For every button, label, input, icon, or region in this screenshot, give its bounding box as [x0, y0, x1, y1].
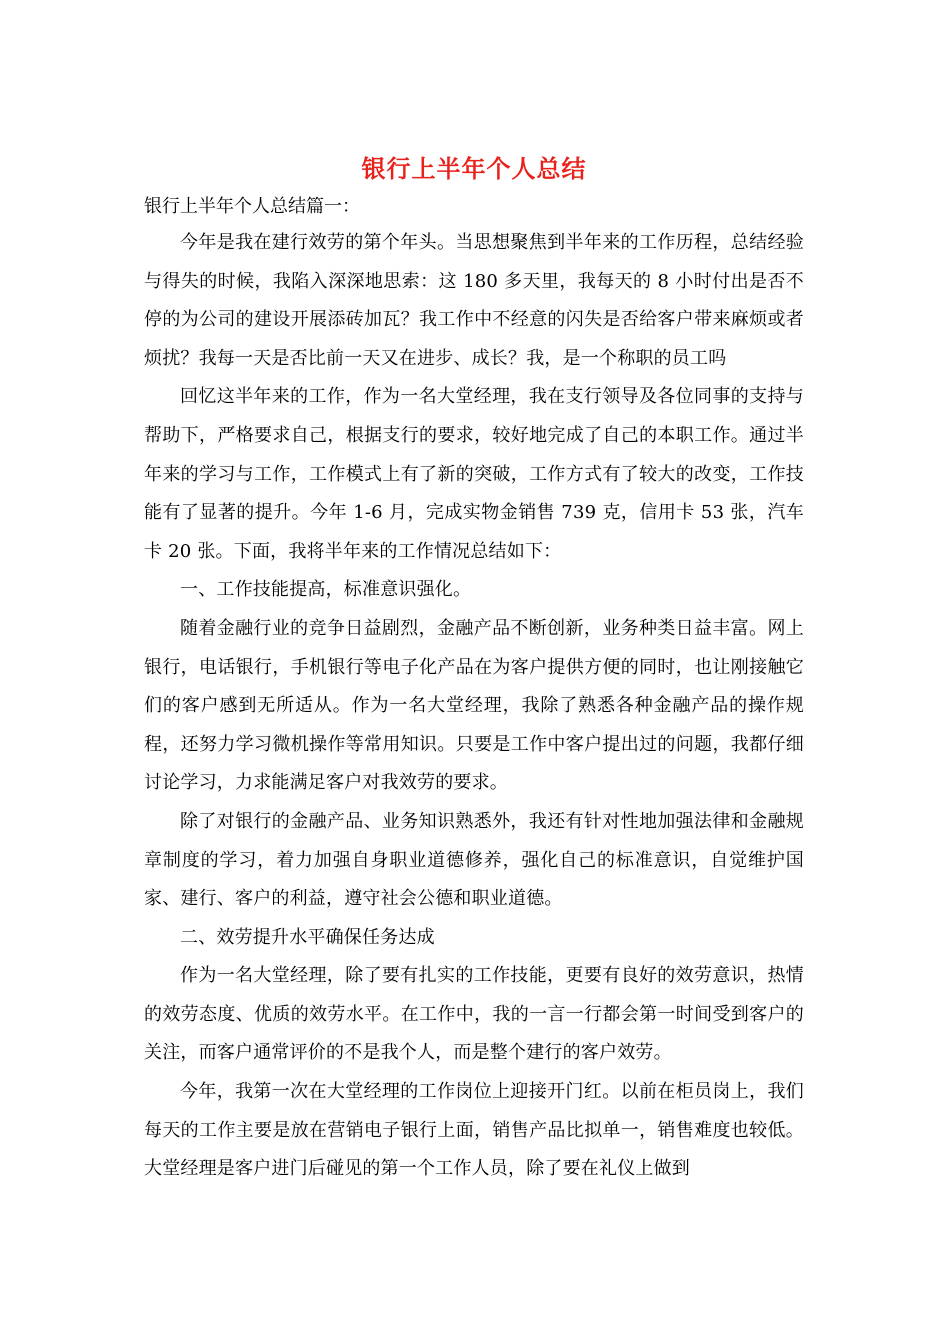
paragraph-regulations: 除了对银行的金融产品、业务知识熟悉外，我还有针对性地加强法律和金融规章制度的学习，着力加强自身职业道德修养，强化自己的标准意识，自觉维护国家、建行、客户的利益，遵守社会公德和职业道德。: [144, 810, 804, 910]
paragraph-service: 作为一名大堂经理，除了要有扎实的工作技能，更要有良好的效劳意识，热情的效劳态度、优质的效劳水平。在工作中，我的一言一行都会第一时间受到客户的关注，而客户通常评价的不是我个人，而是整个建行的客户效劳。: [144, 965, 804, 1064]
document-page: [144, 152, 804, 1189]
section-heading-skills: 一、工作技能提高，标准意识强化。: [180, 579, 472, 601]
paragraph-products: 随着金融行业的竞争日益剧烈，金融产品不断创新，业务种类日益丰富。网上银行，电话银行，手机银行等电子化产品在为客户提供方便的同时，也让刚接触它们的客户感到无所适从。作为一名大堂经理，我除了熟悉各种金融产品的操作规程，还努力学习微机操作等常用知识。只要是工作中客户提出过的问题，我都仔细讨论学习，力求能满足客户对我效劳的要求。: [144, 617, 804, 794]
section-heading-service: 二、效劳提升水平确保任务达成: [180, 926, 435, 948]
paragraph-review: 回忆这半年来的工作，作为一名大堂经理，我在支行领导及各位同事的支持与帮助下，严格要求自己，根据支行的要求，较好地完成了自己的本职工作。通过半年来的学习与工作，工作模式上有了新的突破，工作方式有了较大的改变，工作技能有了显著的提升。今年 1-6 月，完成实物金销售 739 克，信用卡 53 张，汽车卡 20 张。下面，我将半年来的工作情况总结如下：: [144, 386, 804, 562]
document-subtitle: 银行上半年个人总结篇一：: [144, 196, 360, 217]
document-title: 银行上半年个人总结: [361, 154, 587, 183]
paragraph-this-year: 今年，我第一次在大堂经理的工作岗位上迎接开门红。以前在柜员岗上，我们每天的工作主要是放在营销电子银行上面，销售产品比拟单一，销售难度也较低。大堂经理是客户进门后碰见的第一个工作人员，除了要在礼仪上做到: [144, 1081, 804, 1180]
paragraph-intro: 今年是我在建行效劳的第个年头。当思想聚焦到半年来的工作历程，总结经验与得失的时候，我陷入深深地思索：这 180 多天里，我每天的 8 小时付出是否不停的为公司的建设开展添砖加瓦？我工作中不经意的闪失是否给客户带来麻烦或者烦扰？我每一天是否比前一天又在进步、成长？我，是一个称职的员工吗: [144, 232, 804, 369]
